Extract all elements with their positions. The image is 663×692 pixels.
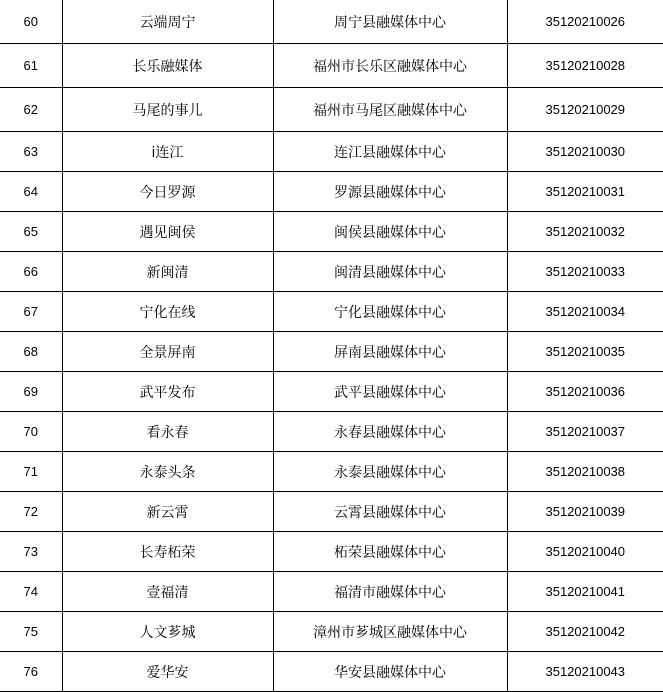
row-number: 69 [0,372,62,412]
account-name: 新闽清 [62,252,273,292]
row-number: 73 [0,532,62,572]
account-name: 武平发布 [62,372,273,412]
registration-code: 35120210034 [507,292,663,332]
table-row [0,492,663,532]
organization-name: 闽清县融媒体中心 [273,252,507,292]
organization-name: 福清市融媒体中心 [273,572,507,612]
account-name: 遇见闽侯 [62,212,273,252]
organization-name: 罗源县融媒体中心 [273,172,507,212]
table-row [0,172,663,212]
table-row [0,132,663,172]
account-name: 看永春 [62,412,273,452]
organization-name: 漳州市芗城区融媒体中心 [273,612,507,652]
registration-code: 35120210038 [507,452,663,492]
account-name: 云端周宁 [62,0,273,44]
table-row [0,412,663,452]
table-row [0,252,663,292]
registration-code: 35120210037 [507,412,663,452]
row-number: 76 [0,652,62,692]
row-number: 64 [0,172,62,212]
table-row [0,0,663,44]
organization-name: 周宁县融媒体中心 [273,0,507,44]
registration-code: 35120210043 [507,652,663,692]
account-name: 长乐融媒体 [62,44,273,88]
table-row [0,212,663,252]
registration-code: 35120210042 [507,612,663,652]
organization-name: 武平县融媒体中心 [273,372,507,412]
table-row [0,44,663,88]
row-number: 68 [0,332,62,372]
row-number: 61 [0,44,62,88]
row-number: 75 [0,612,62,652]
organization-name: 宁化县融媒体中心 [273,292,507,332]
account-name: i连江 [62,132,273,172]
registration-code: 35120210036 [507,372,663,412]
account-name: 人文芗城 [62,612,273,652]
account-name: 永泰头条 [62,452,273,492]
organization-name: 闽侯县融媒体中心 [273,212,507,252]
registration-code: 35120210039 [507,492,663,532]
registration-code: 35120210032 [507,212,663,252]
account-name: 宁化在线 [62,292,273,332]
registration-code: 35120210041 [507,572,663,612]
account-name: 今日罗源 [62,172,273,212]
row-number: 63 [0,132,62,172]
table-row [0,372,663,412]
row-number: 60 [0,0,62,44]
row-number: 70 [0,412,62,452]
organization-name: 永春县融媒体中心 [273,412,507,452]
organization-name: 连江县融媒体中心 [273,132,507,172]
registration-code: 35120210030 [507,132,663,172]
row-number: 74 [0,572,62,612]
account-name: 新云霄 [62,492,273,532]
organization-name: 福州市长乐区融媒体中心 [273,44,507,88]
table-row [0,332,663,372]
row-number: 71 [0,452,62,492]
account-name: 壹福清 [62,572,273,612]
registration-code: 35120210026 [507,0,663,44]
row-number: 62 [0,88,62,132]
row-number: 66 [0,252,62,292]
account-name: 爱华安 [62,652,273,692]
table-row [0,532,663,572]
registration-code: 35120210031 [507,172,663,212]
account-name: 全景屏南 [62,332,273,372]
table-row [0,652,663,692]
table-row [0,88,663,132]
registration-code: 35120210035 [507,332,663,372]
row-number: 65 [0,212,62,252]
registration-code: 35120210029 [507,88,663,132]
organization-name: 柘荣县融媒体中心 [273,532,507,572]
account-name: 马尾的事儿 [62,88,273,132]
organization-name: 福州市马尾区融媒体中心 [273,88,507,132]
organization-name: 华安县融媒体中心 [273,652,507,692]
account-name: 长寿柘荣 [62,532,273,572]
row-number: 67 [0,292,62,332]
registration-code: 35120210040 [507,532,663,572]
table-row [0,452,663,492]
organization-name: 永泰县融媒体中心 [273,452,507,492]
registration-code: 35120210028 [507,44,663,88]
organization-name: 云霄县融媒体中心 [273,492,507,532]
table-row [0,572,663,612]
row-number: 72 [0,492,62,532]
organization-name: 屏南县融媒体中心 [273,332,507,372]
registration-code: 35120210033 [507,252,663,292]
table-row [0,612,663,652]
table-row [0,292,663,332]
